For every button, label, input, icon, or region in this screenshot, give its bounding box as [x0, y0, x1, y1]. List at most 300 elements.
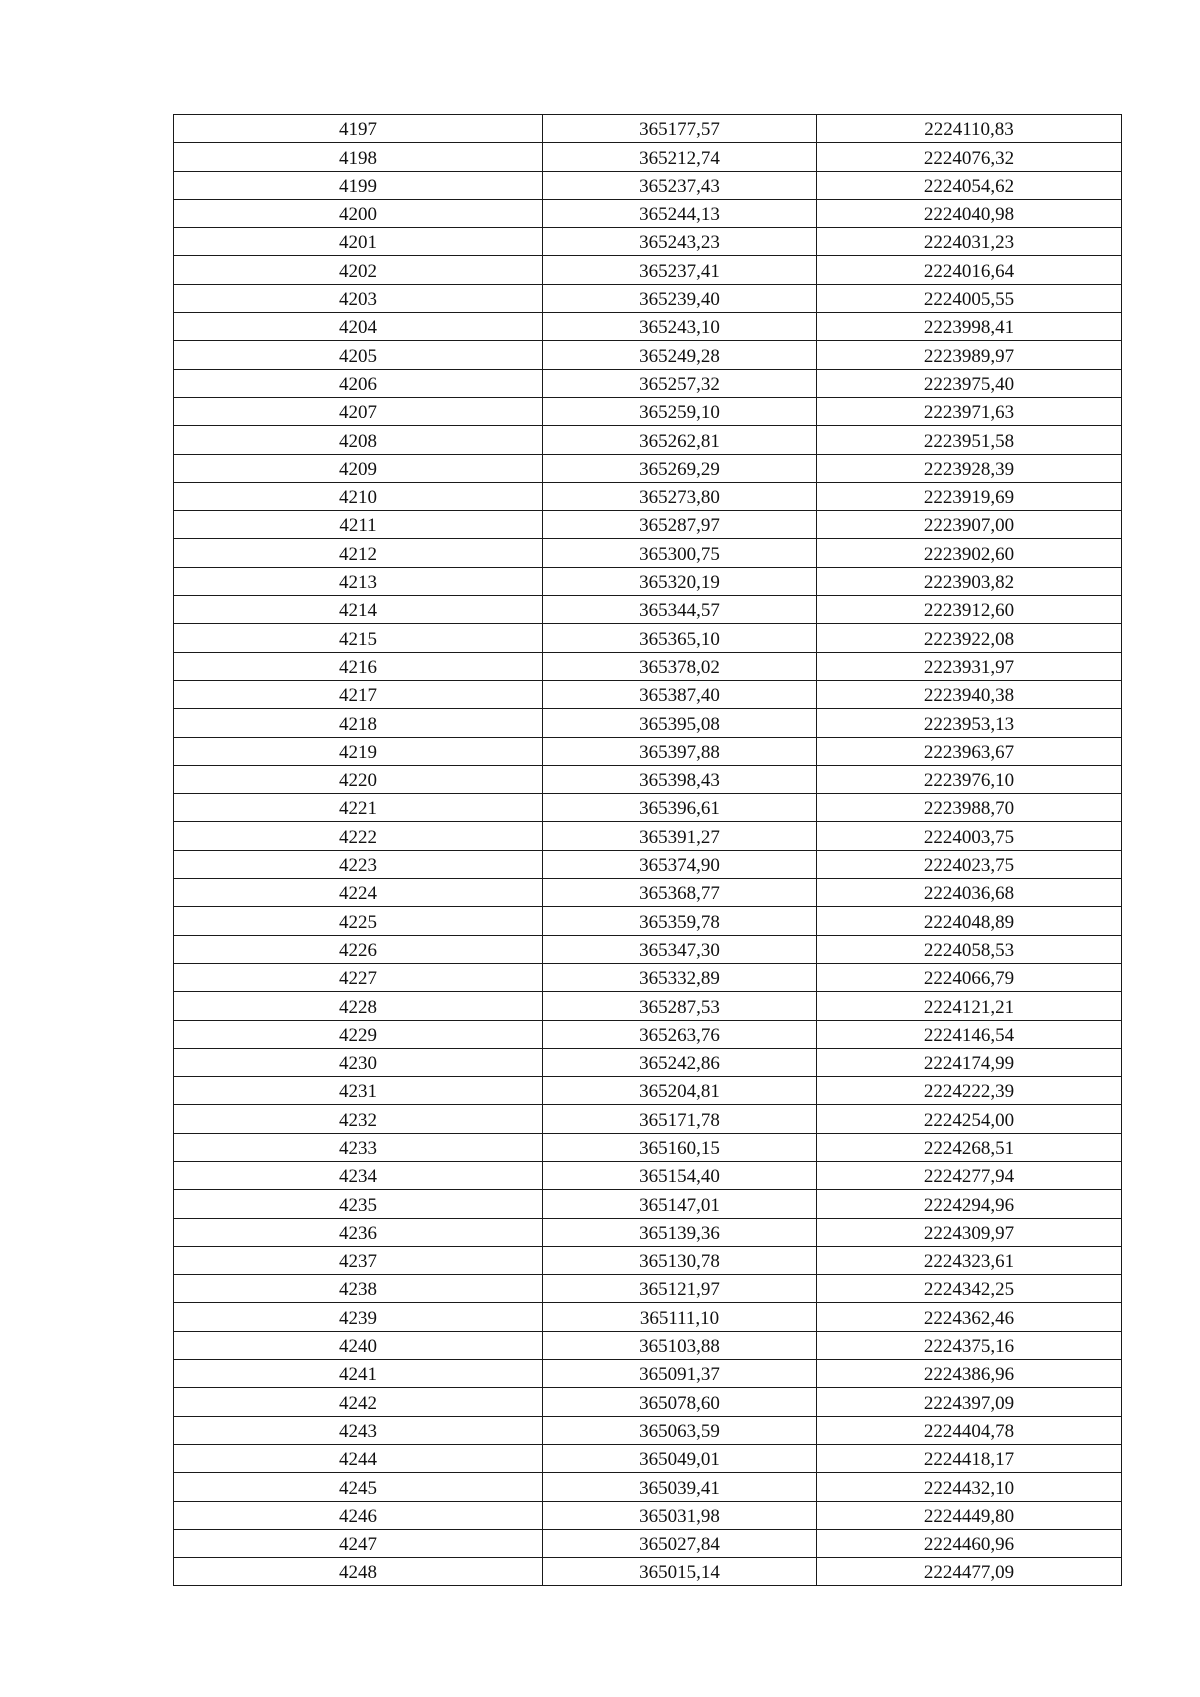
- table-row: [174, 284, 1122, 312]
- cell-text: 2223976,10: [923, 770, 1015, 792]
- x-coordinate-cell: [543, 935, 817, 963]
- y-coordinate-cell: [817, 1161, 1122, 1189]
- cell-text: 365332,89: [639, 968, 720, 990]
- y-coordinate-cell: [817, 1303, 1122, 1331]
- x-coordinate-cell: [543, 313, 817, 341]
- y-coordinate-cell: [817, 143, 1122, 171]
- table-row: [174, 624, 1122, 652]
- cell-text: 2224016,64: [923, 260, 1015, 282]
- x-coordinate-cell: [543, 1303, 817, 1331]
- point-number-cell: [174, 482, 543, 510]
- point-number-cell: [174, 228, 543, 256]
- cell-text: 365249,28: [639, 345, 720, 367]
- cell-text: 4239: [339, 1307, 377, 1329]
- x-coordinate-cell: [543, 709, 817, 737]
- cell-text: 365347,30: [639, 939, 720, 961]
- table-row: [174, 1048, 1122, 1076]
- table-row: [174, 992, 1122, 1020]
- cell-text: 2223989,97: [923, 345, 1015, 367]
- y-coordinate-cell: [817, 397, 1122, 425]
- point-number-cell: [174, 1105, 543, 1133]
- point-number-cell: [174, 284, 543, 312]
- cell-text: 365177,57: [639, 119, 720, 141]
- point-number-cell: [174, 454, 543, 482]
- cell-text: 4223: [339, 855, 377, 877]
- table-row: [174, 397, 1122, 425]
- cell-text: 365273,80: [639, 487, 720, 509]
- cell-text: 365391,27: [639, 826, 720, 848]
- cell-text: 365154,40: [639, 1166, 720, 1188]
- x-coordinate-cell: [543, 171, 817, 199]
- cell-text: 365039,41: [639, 1477, 720, 1499]
- cell-text: 2224386,96: [923, 1364, 1015, 1386]
- x-coordinate-cell: [543, 850, 817, 878]
- x-coordinate-cell: [543, 1331, 817, 1359]
- point-number-cell: [174, 511, 543, 539]
- y-coordinate-cell: [817, 115, 1122, 143]
- y-coordinate-cell: [817, 1275, 1122, 1303]
- y-coordinate-cell: [817, 482, 1122, 510]
- cell-text: 4228: [339, 996, 377, 1018]
- table-row: [174, 511, 1122, 539]
- cell-text: 365027,84: [639, 1534, 720, 1556]
- cell-text: 4214: [339, 600, 377, 622]
- cell-text: 4248: [339, 1562, 377, 1584]
- y-coordinate-cell: [817, 511, 1122, 539]
- y-coordinate-cell: [817, 850, 1122, 878]
- cell-text: 365365,10: [639, 628, 720, 650]
- y-coordinate-cell: [817, 1558, 1122, 1586]
- cell-text: 365212,74: [639, 147, 720, 169]
- point-number-cell: [174, 737, 543, 765]
- point-number-cell: [174, 115, 543, 143]
- cell-text: 4202: [339, 260, 377, 282]
- y-coordinate-cell: [817, 1416, 1122, 1444]
- cell-text: 365374,90: [639, 855, 720, 877]
- table-row: [174, 199, 1122, 227]
- point-number-cell: [174, 850, 543, 878]
- x-coordinate-cell: [543, 567, 817, 595]
- cell-text: 2224036,68: [923, 883, 1015, 905]
- x-coordinate-cell: [543, 1077, 817, 1105]
- point-number-cell: [174, 1077, 543, 1105]
- x-coordinate-cell: [543, 794, 817, 822]
- cell-text: 2223971,63: [923, 402, 1015, 424]
- y-coordinate-cell: [817, 1190, 1122, 1218]
- y-coordinate-cell: [817, 1331, 1122, 1359]
- cell-text: 365396,61: [639, 798, 720, 820]
- cell-text: 4238: [339, 1279, 377, 1301]
- cell-text: 2224309,97: [923, 1222, 1015, 1244]
- y-coordinate-cell: [817, 171, 1122, 199]
- cell-text: 4216: [339, 656, 377, 678]
- point-number-cell: [174, 709, 543, 737]
- cell-text: 2224054,62: [923, 175, 1015, 197]
- point-number-cell: [174, 567, 543, 595]
- point-number-cell: [174, 1190, 543, 1218]
- cell-text: 2223928,39: [923, 458, 1015, 480]
- cell-text: 4229: [339, 1024, 377, 1046]
- point-number-cell: [174, 1558, 543, 1586]
- cell-text: 4199: [339, 175, 377, 197]
- cell-text: 4221: [339, 798, 377, 820]
- y-coordinate-cell: [817, 652, 1122, 680]
- table-row: [174, 1303, 1122, 1331]
- x-coordinate-cell: [543, 482, 817, 510]
- table-row: [174, 1077, 1122, 1105]
- cell-text: 365111,10: [639, 1307, 720, 1329]
- y-coordinate-cell: [817, 369, 1122, 397]
- point-number-cell: [174, 765, 543, 793]
- table-row: [174, 171, 1122, 199]
- cell-text: 2224066,79: [923, 968, 1015, 990]
- y-coordinate-cell: [817, 1105, 1122, 1133]
- table-row: [174, 143, 1122, 171]
- point-number-cell: [174, 963, 543, 991]
- x-coordinate-cell: [543, 907, 817, 935]
- cell-text: 4225: [339, 911, 377, 933]
- cell-text: 2224076,32: [923, 147, 1015, 169]
- cell-text: 4203: [339, 289, 377, 311]
- point-number-cell: [174, 794, 543, 822]
- x-coordinate-cell: [543, 115, 817, 143]
- x-coordinate-cell: [543, 1105, 817, 1133]
- cell-text: 2224146,54: [923, 1024, 1015, 1046]
- cell-text: 2224058,53: [923, 939, 1015, 961]
- point-number-cell: [174, 1218, 543, 1246]
- y-coordinate-cell: [817, 199, 1122, 227]
- cell-text: 2223903,82: [923, 572, 1015, 594]
- x-coordinate-cell: [543, 1020, 817, 1048]
- cell-text: 2224121,21: [923, 996, 1015, 1018]
- x-coordinate-cell: [543, 143, 817, 171]
- x-coordinate-cell: [543, 765, 817, 793]
- y-coordinate-cell: [817, 284, 1122, 312]
- point-number-cell: [174, 1048, 543, 1076]
- x-coordinate-cell: [543, 737, 817, 765]
- x-coordinate-cell: [543, 1275, 817, 1303]
- cell-text: 365368,77: [639, 883, 720, 905]
- cell-text: 2223988,70: [923, 798, 1015, 820]
- y-coordinate-cell: [817, 1360, 1122, 1388]
- cell-text: 2223951,58: [923, 430, 1015, 452]
- table-row: [174, 1444, 1122, 1472]
- x-coordinate-cell: [543, 992, 817, 1020]
- cell-text: 365091,37: [639, 1364, 720, 1386]
- cell-text: 4246: [339, 1505, 377, 1527]
- point-number-cell: [174, 1303, 543, 1331]
- cell-text: 4226: [339, 939, 377, 961]
- table-row: [174, 1218, 1122, 1246]
- cell-text: 4234: [339, 1166, 377, 1188]
- table-row: [174, 1331, 1122, 1359]
- table-row: [174, 850, 1122, 878]
- cell-text: 2223902,60: [923, 543, 1015, 565]
- cell-text: 2223998,41: [923, 317, 1015, 339]
- x-coordinate-cell: [543, 1388, 817, 1416]
- x-coordinate-cell: [543, 1444, 817, 1472]
- point-number-cell: [174, 907, 543, 935]
- y-coordinate-cell: [817, 1501, 1122, 1529]
- y-coordinate-cell: [817, 1529, 1122, 1557]
- cell-text: 365259,10: [639, 402, 720, 424]
- y-coordinate-cell: [817, 709, 1122, 737]
- cell-text: 4236: [339, 1222, 377, 1244]
- cell-text: 4247: [339, 1534, 377, 1556]
- table-row: [174, 709, 1122, 737]
- point-number-cell: [174, 1360, 543, 1388]
- table-row: [174, 765, 1122, 793]
- y-coordinate-cell: [817, 1388, 1122, 1416]
- cell-text: 365160,15: [639, 1137, 720, 1159]
- table-row: [174, 115, 1122, 143]
- y-coordinate-cell: [817, 1077, 1122, 1105]
- table-row: [174, 963, 1122, 991]
- y-coordinate-cell: [817, 228, 1122, 256]
- x-coordinate-cell: [543, 1416, 817, 1444]
- point-number-cell: [174, 1388, 543, 1416]
- cell-text: 4227: [339, 968, 377, 990]
- y-coordinate-cell: [817, 624, 1122, 652]
- cell-text: 4207: [339, 402, 377, 424]
- coordinates-table-body: [174, 115, 1122, 1586]
- x-coordinate-cell: [543, 1501, 817, 1529]
- cell-text: 365395,08: [639, 713, 720, 735]
- cell-text: 2224003,75: [923, 826, 1015, 848]
- point-number-cell: [174, 1331, 543, 1359]
- cell-text: 2223953,13: [923, 713, 1015, 735]
- cell-text: 365398,43: [639, 770, 720, 792]
- point-number-cell: [174, 256, 543, 284]
- point-number-cell: [174, 935, 543, 963]
- y-coordinate-cell: [817, 935, 1122, 963]
- cell-text: 2224362,46: [923, 1307, 1015, 1329]
- cell-text: 4219: [339, 741, 377, 763]
- cell-text: 365237,41: [639, 260, 720, 282]
- point-number-cell: [174, 397, 543, 425]
- x-coordinate-cell: [543, 596, 817, 624]
- table-row: [174, 1529, 1122, 1557]
- y-coordinate-cell: [817, 426, 1122, 454]
- cell-text: 365287,53: [639, 996, 720, 1018]
- table-row: [174, 1473, 1122, 1501]
- y-coordinate-cell: [817, 256, 1122, 284]
- cell-text: 4208: [339, 430, 377, 452]
- x-coordinate-cell: [543, 1133, 817, 1161]
- table-row: [174, 1133, 1122, 1161]
- point-number-cell: [174, 1473, 543, 1501]
- cell-text: 365239,40: [639, 289, 720, 311]
- y-coordinate-cell: [817, 1048, 1122, 1076]
- cell-text: 2224023,75: [923, 855, 1015, 877]
- cell-text: 4245: [339, 1477, 377, 1499]
- x-coordinate-cell: [543, 511, 817, 539]
- cell-text: 365344,57: [639, 600, 720, 622]
- cell-text: 4220: [339, 770, 377, 792]
- x-coordinate-cell: [543, 624, 817, 652]
- x-coordinate-cell: [543, 369, 817, 397]
- table-row: [174, 737, 1122, 765]
- y-coordinate-cell: [817, 567, 1122, 595]
- y-coordinate-cell: [817, 879, 1122, 907]
- cell-text: 4197: [339, 119, 377, 141]
- cell-text: 365049,01: [639, 1449, 720, 1471]
- x-coordinate-cell: [543, 652, 817, 680]
- cell-text: 365300,75: [639, 543, 720, 565]
- cell-text: 2224222,39: [923, 1081, 1015, 1103]
- table-row: [174, 822, 1122, 850]
- point-number-cell: [174, 1020, 543, 1048]
- table-row: [174, 426, 1122, 454]
- point-number-cell: [174, 1444, 543, 1472]
- point-number-cell: [174, 596, 543, 624]
- cell-text: 365078,60: [639, 1392, 720, 1414]
- x-coordinate-cell: [543, 426, 817, 454]
- x-coordinate-cell: [543, 454, 817, 482]
- table-row: [174, 482, 1122, 510]
- cell-text: 4233: [339, 1137, 377, 1159]
- cell-text: 2224254,00: [923, 1109, 1015, 1131]
- cell-text: 4232: [339, 1109, 377, 1131]
- table-row: [174, 341, 1122, 369]
- table-row: [174, 1388, 1122, 1416]
- cell-text: 2224397,09: [923, 1392, 1015, 1414]
- x-coordinate-cell: [543, 963, 817, 991]
- cell-text: 2223919,69: [923, 487, 1015, 509]
- table-row: [174, 1501, 1122, 1529]
- cell-text: 365242,86: [639, 1053, 720, 1075]
- cell-text: 4217: [339, 685, 377, 707]
- cell-text: 2223940,38: [923, 685, 1015, 707]
- x-coordinate-cell: [543, 1529, 817, 1557]
- cell-text: 365243,23: [639, 232, 720, 254]
- x-coordinate-cell: [543, 1360, 817, 1388]
- cell-text: 4237: [339, 1251, 377, 1273]
- x-coordinate-cell: [543, 256, 817, 284]
- table-row: [174, 454, 1122, 482]
- table-row: [174, 680, 1122, 708]
- y-coordinate-cell: [817, 992, 1122, 1020]
- cell-text: 365063,59: [639, 1420, 720, 1442]
- cell-text: 4213: [339, 572, 377, 594]
- cell-text: 2224375,16: [923, 1336, 1015, 1358]
- table-row: [174, 1275, 1122, 1303]
- cell-text: 2224404,78: [923, 1420, 1015, 1442]
- cell-text: 2224268,51: [923, 1137, 1015, 1159]
- table-row: [174, 313, 1122, 341]
- cell-text: 4206: [339, 373, 377, 395]
- cell-text: 4210: [339, 487, 377, 509]
- cell-text: 2224432,10: [923, 1477, 1015, 1499]
- cell-text: 365139,36: [639, 1222, 720, 1244]
- cell-text: 4201: [339, 232, 377, 254]
- x-coordinate-cell: [543, 1558, 817, 1586]
- y-coordinate-cell: [817, 1020, 1122, 1048]
- point-number-cell: [174, 171, 543, 199]
- cell-text: 2224031,23: [923, 232, 1015, 254]
- y-coordinate-cell: [817, 1246, 1122, 1274]
- cell-text: 365243,10: [639, 317, 720, 339]
- x-coordinate-cell: [543, 284, 817, 312]
- point-number-cell: [174, 1275, 543, 1303]
- cell-text: 365103,88: [639, 1336, 720, 1358]
- cell-text: 4215: [339, 628, 377, 650]
- point-number-cell: [174, 822, 543, 850]
- y-coordinate-cell: [817, 539, 1122, 567]
- table-row: [174, 1190, 1122, 1218]
- table-row: [174, 539, 1122, 567]
- cell-text: 365359,78: [639, 911, 720, 933]
- cell-text: 2224449,80: [923, 1505, 1015, 1527]
- point-number-cell: [174, 341, 543, 369]
- y-coordinate-cell: [817, 1473, 1122, 1501]
- cell-text: 4235: [339, 1194, 377, 1216]
- cell-text: 2224323,61: [923, 1251, 1015, 1273]
- table-row: [174, 1161, 1122, 1189]
- cell-text: 2224277,94: [923, 1166, 1015, 1188]
- cell-text: 2224110,83: [924, 119, 1014, 141]
- point-number-cell: [174, 199, 543, 227]
- y-coordinate-cell: [817, 454, 1122, 482]
- x-coordinate-cell: [543, 1218, 817, 1246]
- cell-text: 365015,14: [639, 1562, 720, 1584]
- table-row: [174, 1105, 1122, 1133]
- table-row: [174, 256, 1122, 284]
- point-number-cell: [174, 1529, 543, 1557]
- cell-text: 4243: [339, 1420, 377, 1442]
- cell-text: 365269,29: [639, 458, 720, 480]
- cell-text: 4244: [339, 1449, 377, 1471]
- cell-text: 4240: [339, 1336, 377, 1358]
- cell-text: 2224460,96: [923, 1534, 1015, 1556]
- cell-text: 2223907,00: [923, 515, 1015, 537]
- cell-text: 365171,78: [639, 1109, 720, 1131]
- cell-text: 365237,43: [639, 175, 720, 197]
- x-coordinate-cell: [543, 680, 817, 708]
- cell-text: 2224294,96: [923, 1194, 1015, 1216]
- cell-text: 4211: [339, 515, 377, 537]
- table-row: [174, 1416, 1122, 1444]
- cell-text: 2224005,55: [923, 289, 1015, 311]
- y-coordinate-cell: [817, 963, 1122, 991]
- cell-text: 365031,98: [639, 1505, 720, 1527]
- point-number-cell: [174, 1246, 543, 1274]
- cell-text: 2223922,08: [923, 628, 1015, 650]
- cell-text: 365204,81: [639, 1081, 720, 1103]
- y-coordinate-cell: [817, 1133, 1122, 1161]
- x-coordinate-cell: [543, 1161, 817, 1189]
- cell-text: 365378,02: [639, 656, 720, 678]
- y-coordinate-cell: [817, 737, 1122, 765]
- cell-text: 2223963,67: [923, 741, 1015, 763]
- cell-text: 4209: [339, 458, 377, 480]
- cell-text: 365287,97: [639, 515, 720, 537]
- table-row: [174, 879, 1122, 907]
- point-number-cell: [174, 1416, 543, 1444]
- x-coordinate-cell: [543, 1190, 817, 1218]
- y-coordinate-cell: [817, 794, 1122, 822]
- x-coordinate-cell: [543, 1473, 817, 1501]
- cell-text: 4222: [339, 826, 377, 848]
- cell-text: 4224: [339, 883, 377, 905]
- table-row: [174, 1020, 1122, 1048]
- point-number-cell: [174, 1501, 543, 1529]
- cell-text: 365263,76: [639, 1024, 720, 1046]
- point-number-cell: [174, 652, 543, 680]
- cell-text: 2224174,99: [923, 1053, 1015, 1075]
- point-number-cell: [174, 1161, 543, 1189]
- table-row: [174, 1558, 1122, 1586]
